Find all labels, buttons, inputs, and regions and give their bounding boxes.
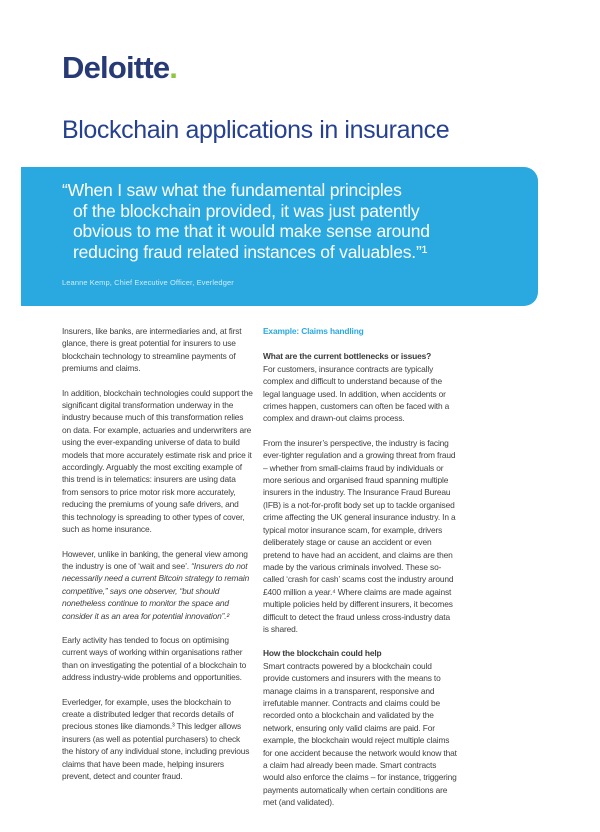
body-paragraph: In addition, blockchain technologies could support the significant digital transformation underway in the industry because much of this transformation relies on data. For example, actuaries and underwriters are using the ever-expanding universe of data to build models that more accurately estimate risk and price it accordingly. Arguably the most exciting example of this trend is in telematics: insurers are using data from sensors to price motor risk more accurately, reducing the premiums of young safe drivers, and this technology is spreading to other types of cover, such as home insurance.	[62, 387, 253, 535]
example-heading: Example: Claims handling	[263, 326, 364, 336]
quote-line: reducing fraud related instances of valuables.”¹	[73, 241, 428, 262]
quote-line: “When I saw what the fundamental principles	[62, 180, 402, 200]
body-paragraph: For customers, insurance contracts are typically complex and difficult to understand because of the legal language used. In addition, when accidents or crimes happen, customers can often be faced with a complex and drawn-out claims process.	[263, 363, 450, 424]
body-paragraph: Smart contracts powered by a blockchain could provide customers and insurers with the means to manage claims in a transparent, responsive and irrefutable manner. Contracts and claims could be recorded onto a blockchain and validated by the network, ensuring only valid claims are paid. For example, the blockchain would reject multiple claims for one accident because the network would know that a claim had already been made. Smart contracts would also enforce the claims – for instance, triggering payments automatically when certain conditions are met (and validated).	[263, 660, 457, 808]
logo-green-dot: .	[169, 50, 178, 85]
right-column	[263, 325, 457, 821]
body-paragraph: However, unlike in banking, the general view among the industry is one of ‘wait and see’. “Insurers do not necessarily need a current Bitcoin strategy to remain competitive,” says one observer, “but should nonetheless continue to monitor the space and consider it as an area for potential innovation”.²	[62, 548, 250, 621]
left-column	[62, 325, 253, 794]
body-paragraph: From the insurer’s perspective, the industry is facing ever-tighter regulation and a growing threat from fraud – whether from small-claims fraud by individuals or more serious and organised fraud spanning multiple insurers in the industry. The Insurance Fraud Bureau (IFB) is a not-for-profit body set up to tackle organised crime affecting the UK general insurance industry. In a typical motor insurance scam, for example, drivers deliberately stage or cause an accident or even pretend to have had an accident, and claims are then made by the various criminals involved. These so-called ‘crash for cash’ scams cost the industry around £400 million a year.⁴ Where claims are made against multiple policies held by different insurers, it becomes difficult to detect the fraud unless cross-industry data is shared.	[263, 437, 456, 634]
body-paragraph: Insurers, like banks, are intermediaries and, at first glance, there is great potential for insurers to use blockchain technology to streamline payments of premiums and claims.	[62, 326, 242, 374]
section-subheading: What are the current bottlenecks or issues?	[263, 351, 432, 362]
body-paragraph: Early activity has tended to focus on optimising current ways of working within organisations rather than on investigating the potential of a blockchain to address industry-wide problems and opportunities.	[62, 634, 247, 683]
page-title: Blockchain applications in insurance	[62, 116, 450, 144]
body-paragraph: Everledger, for example, uses the blockchain to create a distributed ledger that records details of precious stones like diamonds.³ This ledger allows insurers (as well as potential purchasers) to check the history of any individual stone, including previous claims that have been made, helping insurers prevent, detect and counter fraud.	[62, 696, 250, 781]
deloitte-logo	[62, 50, 177, 86]
quote-line: obvious to me that it would make sense around	[73, 221, 430, 241]
section-subheading: How the blockchain could help	[263, 648, 382, 659]
logo-wordmark: Deloitte	[62, 50, 170, 85]
quote-attribution: Leanne Kemp, Chief Executive Officer, Everledger	[62, 278, 234, 287]
pull-quote-box	[21, 167, 538, 306]
quote-line: of the blockchain provided, it was just patently	[73, 200, 420, 221]
quote-text	[62, 180, 510, 262]
